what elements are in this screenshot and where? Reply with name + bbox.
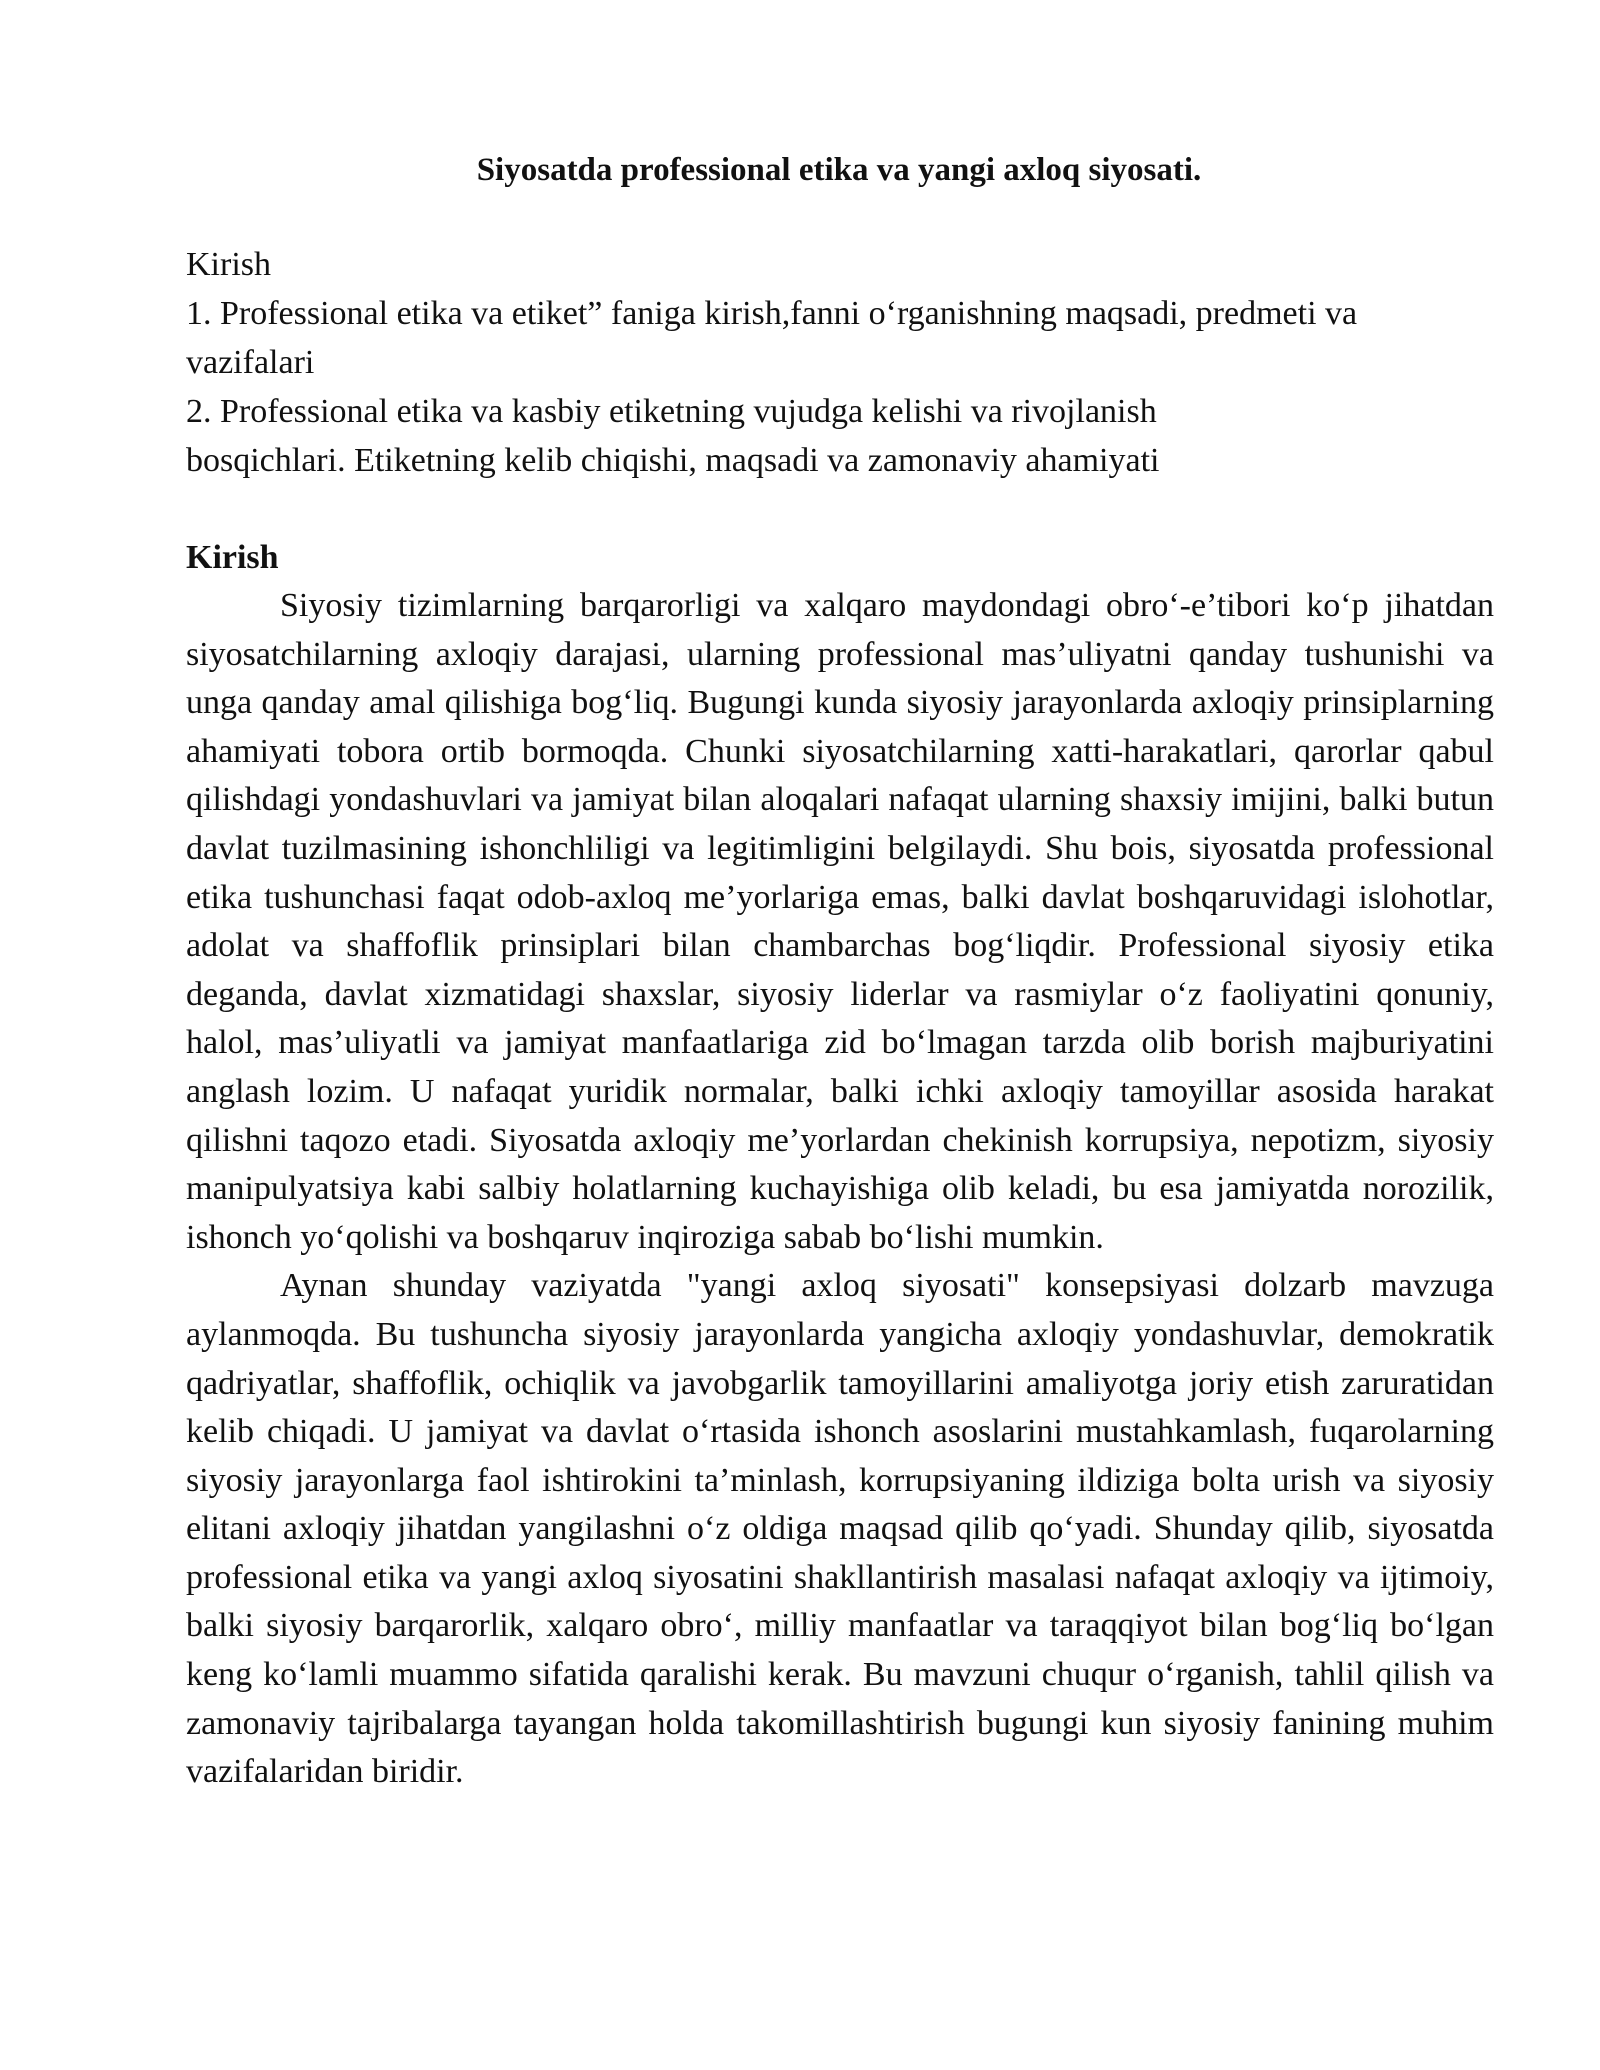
paragraph-2: Aynan shunday vaziyatda "yangi axloq siyosati" konsepsiyasi dolzarb mavzuga aylanmoqda. Bu tushuncha siyosiy jarayonlarda yangicha axloqiy yondashuvlar, demokratik qadriyatlar, shaffoflik, ochiqlik va javobgarlik tamoyillarini amaliyotga joriy etish zaruratidan kelib chiqadi. U jamiyat va davlat o‘rtasida ishonch asoslarini mustahkamlash, fuqarolarning siyosiy jarayonlarga faol ishtirokini ta’minlash, korrupsiyaning ildiziga bolta urish va siyosiy elitani axloqiy jihatdan yangilashni o‘z oldiga maqsad qilib qo‘yadi. Shunday qilib, siyosatda professional etika va yangi axloq siyosatini shakllantirish masalasi nafaqat axloqiy va ijtimoiy, balki siyosiy barqarorlik, xalqaro obro‘, milliy manfaatlar va taraqqiyot bilan bog‘liq bo‘lgan keng ko‘lamli muammo sifatida qaralishi kerak. Bu mavzuni chuqur o‘rganish, tahlil qilish va zamonaviy tajribalarga tayangan holda takomillashtirish bugungi kun siyosiy fanining muhim vazifalaridan biridir. [186,1267,1494,1791]
contents-heading: Kirish [186,246,271,283]
contents-item-2-line-2: bosqichlari. Etiketning kelib chiqishi, maqsadi va zamonaviy ahamiyati [186,442,1160,479]
section-body [186,582,1494,1797]
contents-item-1-line-2: vazifalari [186,344,315,381]
contents-item-1-line-1: 1. Professional etika va etiket” faniga kirish,fanni o‘rganishning maqsadi, predmeti va [186,295,1358,332]
section-heading: Kirish [186,539,279,576]
paragraph-1: Siyosiy tizimlarning barqarorligi va xalqaro maydondagi obro‘-e’tibori ko‘p jihatdan siyosatchilarning axloqiy darajasi, ularning professional mas’uliyatni qanday tushunishi va unga qanday amal qilishiga bog‘liq. Bugungi kunda siyosiy jarayonlarda axloqiy prinsiplarning ahamiyati tobora ortib bormoqda. Chunki siyosatchilarning xatti-harakatlari, qarorlar qabul qilishdagi yondashuvlari va jamiyat bilan aloqalari nafaqat ularning shaxsiy imijini, balki butun davlat tuzilmasining ishonchliligi va legitimligini belgilaydi. Shu bois, siyosatda professional etika tushunchasi faqat odob-axloq me’yorlariga emas, balki davlat boshqaruvidagi islohotlar, adolat va shaffoflik prinsiplari bilan chambarchas bog‘liqdir. Professional siyosiy etika deganda, davlat xizmatidagi shaxslar, siyosiy liderlar va rasmiylar o‘z faoliyatini qonuniy, halol, mas’uliyatli va jamiyat manfaatlariga zid bo‘lmagan tarzda olib borish majburiyatini anglash lozim. U nafaqat yuridik normalar, balki ichki axloqiy tamoyillar asosida harakat qilishni taqozo etadi. Siyosatda axloqiy me’yorlardan chekinish korrupsiya, nepotizm, siyosiy manipulyatsiya kabi salbiy holatlarning kuchayishiga olib keladi, bu esa jamiyatda norozilik, ishonch yo‘qolishi va boshqaruv inqiroziga sabab bo‘lishi mumkin. [186,587,1494,1256]
contents-item-2-line-1: 2. Professional etika va kasbiy etiketning vujudga kelishi va rivojlanish [186,393,1157,430]
document-title: Siyosatda professional etika va yangi axloq siyosati. [476,152,1202,188]
table-of-contents [186,240,1486,485]
